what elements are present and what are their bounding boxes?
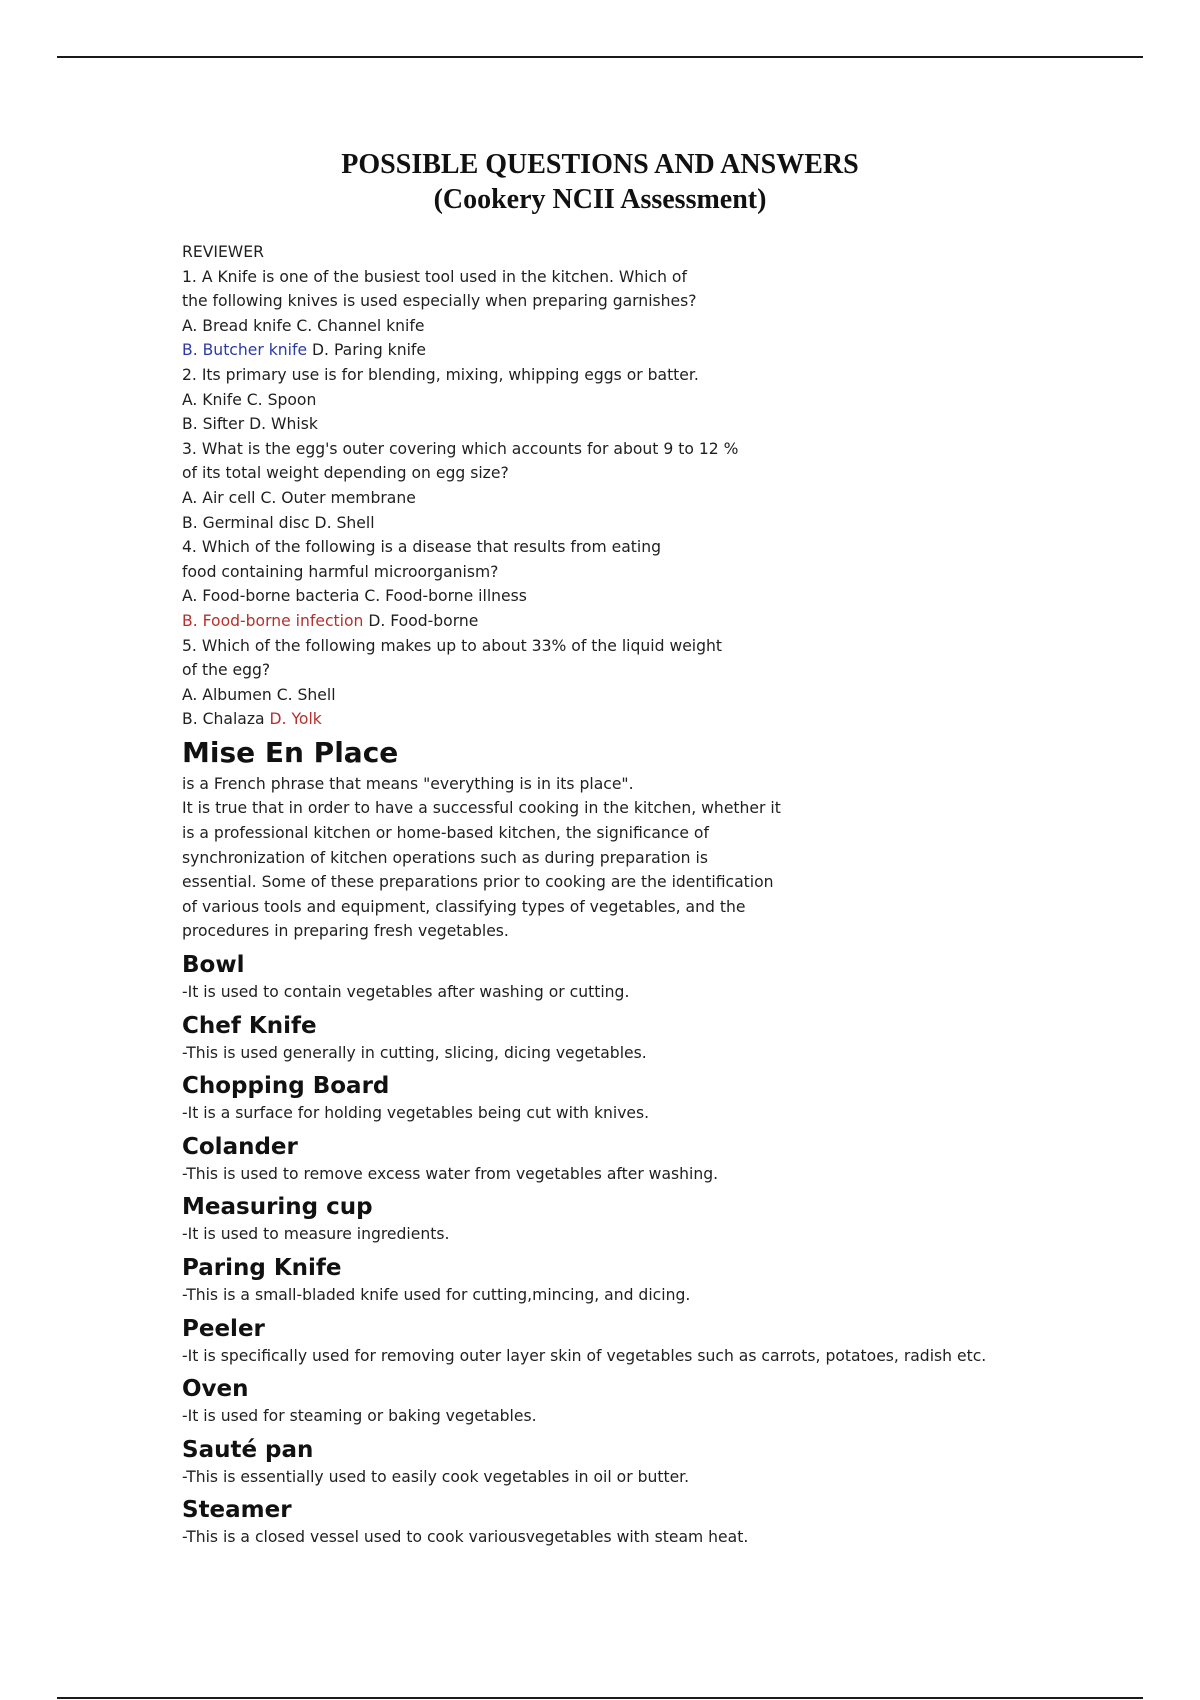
document-title <box>0 147 1200 217</box>
option-text: B. Chalaza <box>182 710 270 729</box>
tool-heading: Bowl <box>182 952 245 979</box>
options-row: B. Sifter D. Whisk <box>182 415 318 434</box>
tool-description: -This is essentially used to easily cook vegetables in oil or butter. <box>182 1467 690 1486</box>
tool-description: -It is used to measure ingredients. <box>182 1225 450 1244</box>
options-row: A. Food-borne bacteria C. Food-borne illness <box>182 587 527 606</box>
question-text: 1. A Knife is one of the busiest tool used in the kitchen. Which of <box>182 267 687 286</box>
question-text: 5. Which of the following makes up to about 33% of the liquid weight <box>182 636 723 655</box>
question-3 <box>182 437 1082 535</box>
tool-heading: Measuring cup <box>182 1194 373 1221</box>
question-1 <box>182 265 1082 363</box>
tool-description: -This is used generally in cutting, slicing, dicing vegetables. <box>182 1043 647 1062</box>
question-4 <box>182 535 1082 633</box>
options-row: A. Air cell C. Outer membrane <box>182 488 416 507</box>
options-row <box>182 338 1082 363</box>
tools-list <box>182 950 1082 1550</box>
tool-heading: Sauté pan <box>182 1436 314 1463</box>
mise-en-place-heading: Mise En Place <box>182 735 399 769</box>
question-text: of the egg? <box>182 661 271 680</box>
options-row: A. Bread knife C. Channel knife <box>182 316 425 335</box>
options-row <box>182 707 1082 732</box>
paragraph-line: procedures in preparing fresh vegetables. <box>182 922 509 941</box>
bottom-rule <box>57 1697 1143 1699</box>
question-text: 4. Which of the following is a disease that results from eating <box>182 538 662 557</box>
tool-description: -It is specifically used for removing outer layer skin of vegetables such as carrots, potatoes, radish etc. <box>182 1346 987 1365</box>
marked-answer: B. Butcher knife <box>182 341 308 360</box>
options-row: B. Germinal disc D. Shell <box>182 513 375 532</box>
paragraph-line: essential. Some of these preparations prior to cooking are the identification <box>182 873 774 892</box>
tool-description: -This is a small-bladed knife used for cutting,mincing, and dicing. <box>182 1286 691 1304</box>
paragraph-line: is a French phrase that means "everything is in its place". <box>182 774 634 793</box>
option-text: D. Paring knife <box>307 341 427 360</box>
tool-heading: Steamer <box>182 1497 292 1524</box>
option-text: D. Food-borne <box>363 611 479 630</box>
tool-heading: Peeler <box>182 1315 265 1342</box>
tool-description: -It is used to contain vegetables after washing or cutting. <box>182 983 630 1002</box>
marked-answer: D. Yolk <box>269 710 322 729</box>
paragraph-line: of various tools and equipment, classifying types of vegetables, and the <box>182 897 746 916</box>
question-text: of its total weight depending on egg size? <box>182 464 509 483</box>
options-row: A. Albumen C. Shell <box>182 685 336 704</box>
reviewer-label: REVIEWER <box>182 243 264 261</box>
tool-description: -This is used to remove excess water from vegetables after washing. <box>182 1164 719 1183</box>
question-text: the following knives is used especially when preparing garnishes? <box>182 292 697 311</box>
tool-heading: Colander <box>182 1133 298 1160</box>
tool-description: -It is a surface for holding vegetables being cut with knives. <box>182 1104 650 1123</box>
question-text: 2. Its primary use is for blending, mixing, whipping eggs or batter. <box>182 365 699 384</box>
question-2 <box>182 363 1082 437</box>
question-5 <box>182 634 1082 732</box>
tool-description: -This is a closed vessel used to cook variousvegetables with steam heat. <box>182 1528 749 1547</box>
title-line-2: (Cookery NCII Assessment) <box>433 184 767 215</box>
paragraph-line: It is true that in order to have a successful cooking in the kitchen, whether it <box>182 799 781 818</box>
top-rule <box>57 56 1143 58</box>
tool-heading: Paring Knife <box>182 1255 342 1281</box>
question-text: 3. What is the egg's outer covering which accounts for about 9 to 12 % <box>182 439 739 458</box>
tool-heading: Chef Knife <box>182 1012 317 1039</box>
title-line-1: POSSIBLE QUESTIONS AND ANSWERS <box>341 149 859 180</box>
question-text: food containing harmful microorganism? <box>182 562 499 581</box>
options-row: A. Knife C. Spoon <box>182 390 317 409</box>
marked-answer: B. Food-borne infection <box>182 611 364 630</box>
paragraph-line: synchronization of kitchen operations such as during preparation is <box>182 848 708 867</box>
document-body <box>182 240 1082 1550</box>
tool-description: -It is used for steaming or baking vegetables. <box>182 1407 537 1426</box>
tool-heading: Oven <box>182 1376 249 1403</box>
tool-heading: Chopping Board <box>182 1073 390 1100</box>
paragraph-line: is a professional kitchen or home-based kitchen, the significance of <box>182 824 709 843</box>
mise-en-place-paragraph <box>182 772 1082 944</box>
options-row <box>182 609 1082 634</box>
